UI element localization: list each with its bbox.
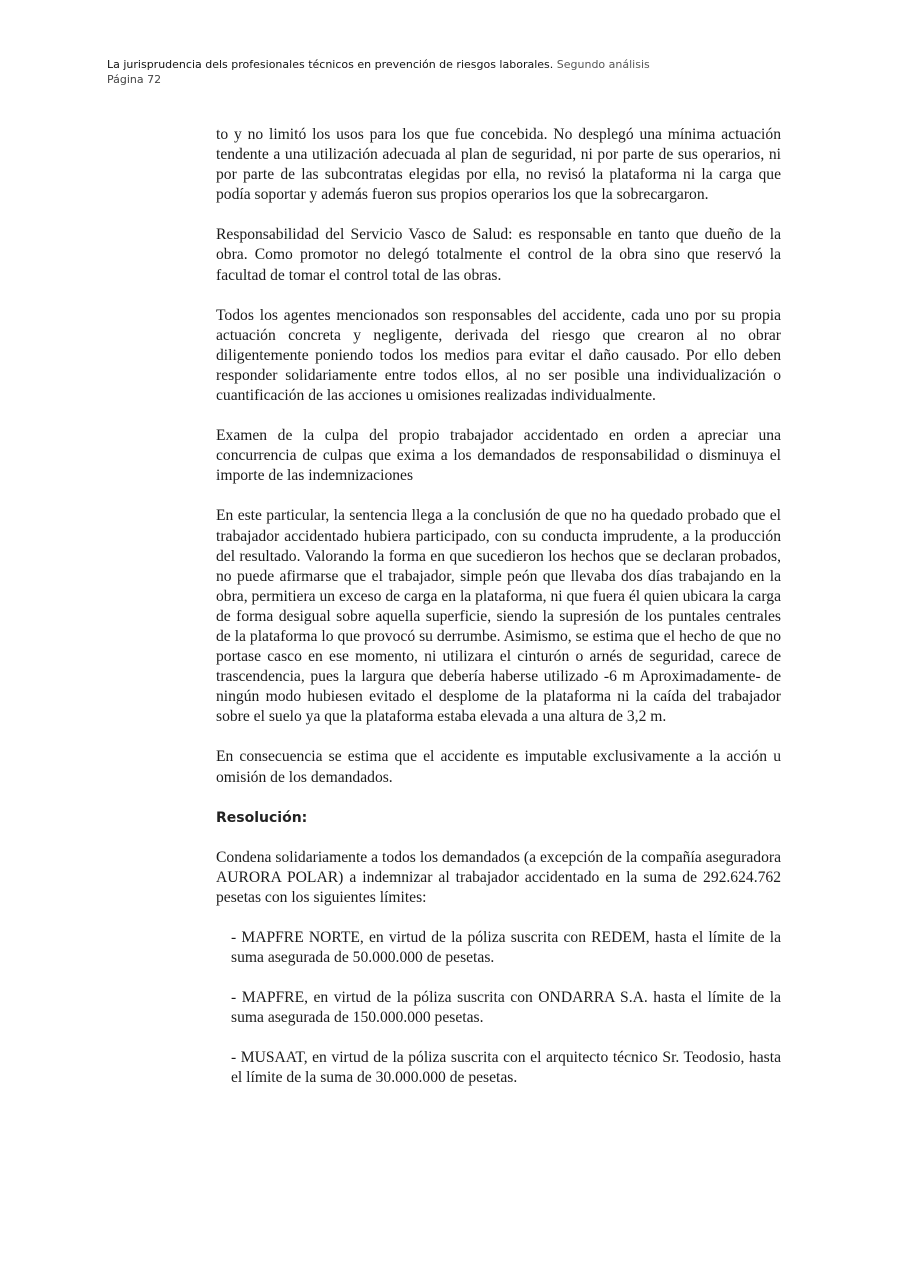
paragraph: En consecuencia se estima que el accidente es imputable exclusivamente a la acción u omisión de los demandados. <box>216 748 781 786</box>
paragraph: Examen de la culpa del propio trabajador accidentado en orden a apreciar una concurrencia de culpas que exima a los demandados de responsabilidad o disminuya el importe de las indemnizaciones <box>216 427 781 485</box>
paragraph: En este particular, la sentencia llega a la conclusión de que no ha quedado probado que el trabajador accidentado hubiera participado, con su conducta imprudente, a la producción del resultado. Valorando la forma en que sucedieron los hechos que se declaran probados, no puede afirmarse que el trabajador, simple peón que llevaba dos días trabajando en la obra, permitiera un exceso de carga en la plataforma, ni que fuera él quien ubicara la carga de forma desigual sobre aquella superficie, siendo la supresión de los puntales centrales de la plataforma lo que provocó su derrumbe. Asimismo, se estima que el hecho de que no portase casco en ese momento, ni utilizara el cinturón o arnés de seguridad, carece de trascendencia, pues la largura que debería haberse utilizado -6 m Aproximadamente- de ningún modo hubiesen evitado el desplome de la plataforma ni la caída del trabajador sobre el suelo ya que la plataforma estaba elevada a una altura de 3,2 m. <box>216 507 781 726</box>
list-item: - MAPFRE, en virtud de la póliza suscrita con ONDARRA S.A. hasta el límite de la suma asegurada de 150.000.000 pesetas. <box>231 989 781 1027</box>
list-item: - MUSAAT, en virtud de la póliza suscrita con el arquitecto técnico Sr. Teodosio, hasta el límite de la suma de 30.000.000 de pesetas. <box>231 1049 781 1087</box>
paragraph: to y no limitó los usos para los que fue concebida. No desplegó una mínima actuación tendente a una utilización adecuada al plan de seguridad, ni por parte de sus operarios, ni por parte de las subcontratas elegidas por ella, no revisó la plataforma ni la carga que podía soportar y además fueron sus propios operarios los que la sobrecargaron. <box>216 126 781 204</box>
header-title-line <box>107 57 650 72</box>
document-subtitle: Segundo análisis <box>556 58 650 71</box>
document-title: La jurisprudencia dels profesionales técnicos en prevención de riesgos laborales. <box>107 58 554 71</box>
running-header <box>107 57 650 87</box>
resolution-paragraph: Condena solidariamente a todos los demandados (a excepción de la compañía aseguradora AURORA POLAR) a indemnizar al trabajador accidentado en la suma de 292.624.762 pesetas con los siguientes límites: <box>216 848 781 906</box>
page-number: Página 72 <box>107 73 162 86</box>
paragraph: Responsabilidad del Servicio Vasco de Salud: es responsable en tanto que dueño de la obra. Como promotor no delegó totalmente el control de la obra sino que reservó la facultad de tomar el control total de las obras. <box>216 226 781 284</box>
page-body <box>216 125 781 1109</box>
paragraph: Todos los agentes mencionados son responsables del accidente, cada uno por su propia actuación concreta y negligente, derivada del riesgo que crearon al no obrar diligentemente poniendo todos los medios para evitar el daño causado. Por ello deben responder solidariamente entre todos ellos, al no ser posible una individualización o cuantificación de las acciones u omisiones realizadas individualmente. <box>216 306 781 405</box>
section-heading: Resolución: <box>216 809 308 826</box>
list-item: - MAPFRE NORTE, en virtud de la póliza suscrita con REDEM, hasta el límite de la suma asegurada de 50.000.000 de pesetas. <box>231 929 781 967</box>
